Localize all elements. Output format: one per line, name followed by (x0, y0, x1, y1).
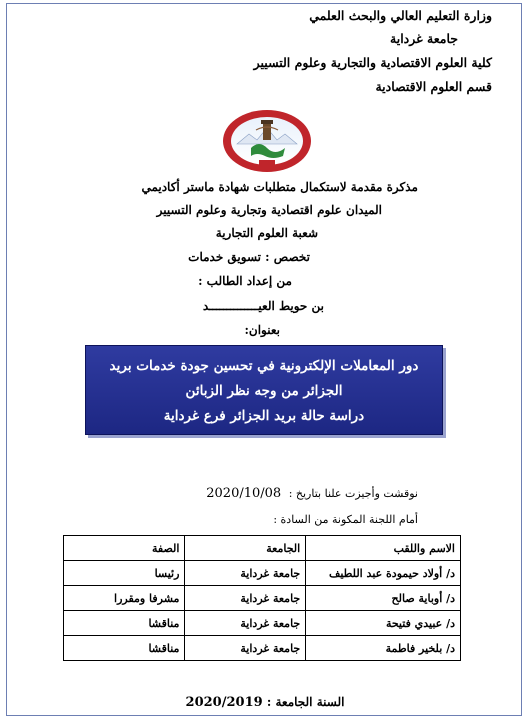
student-name: بن حويط العيــــــــــــــد (202, 299, 324, 313)
committee-label: أمام اللجنة المكونة من السادة : (273, 513, 418, 526)
header-name: الاسم واللقب (306, 536, 461, 561)
jury-member-university: جامعة غرداية (185, 586, 306, 611)
defense-label: نوقشت وأجيزت علنا بتاريخ : (288, 487, 418, 500)
academic-year (0, 695, 530, 710)
jury-member-university: جامعة غرداية (185, 611, 306, 636)
table-row (64, 561, 461, 586)
jury-member-university: جامعة غرداية (185, 561, 306, 586)
university-logo-icon (221, 108, 313, 174)
defense-date-line (206, 486, 418, 501)
jury-member-role: مناقشا (64, 636, 185, 661)
jury-member-role: مشرفا ومقررا (64, 586, 185, 611)
academic-year-value: 2020/2019 (185, 695, 263, 710)
thesis-purpose: مذكرة مقدمة لاستكمال متطلبات شهادة ماستر أكاديمي (141, 180, 418, 194)
header-role: الصفة (64, 536, 185, 561)
table-row (64, 611, 461, 636)
faculty-name: كلية العلوم الاقتصادية والتجارية وعلوم التسيير (253, 55, 492, 70)
header-university: الجامعة (185, 536, 306, 561)
thesis-field: الميدان علوم اقتصادية وتجارية وعلوم التسيير (156, 203, 382, 217)
table-row (64, 586, 461, 611)
defense-date: 2020/10/08 (206, 486, 282, 501)
thesis-title-line-1: دور المعاملات الإلكترونية في تحسين جودة خدمات بريد (109, 358, 419, 374)
thesis-branch: شعبة العلوم التجارية (215, 226, 318, 240)
jury-header-row (64, 536, 461, 561)
table-row (64, 636, 461, 661)
jury-member-university: جامعة غرداية (185, 636, 306, 661)
jury-table (63, 535, 461, 661)
jury-member-role: مناقشا (64, 611, 185, 636)
academic-year-label: السنة الجامعة : (266, 695, 345, 709)
ministry-name: وزارة التعليم العالي والبحث العلمي (309, 8, 492, 23)
jury-member-name: د/ عبيدي فتيحة (306, 611, 461, 636)
thesis-title-line-3: دراسة حالة بريد الجزائر فرع غرداية (163, 408, 365, 424)
thesis-specialty: تخصص : تسويق خدمات (188, 250, 310, 264)
jury-member-name: د/ أولاد حيمودة عبد اللطيف (306, 561, 461, 586)
thesis-title-line-2: الجزائر من وجه نظر الزبائن (185, 383, 343, 399)
prepared-by-label: من إعداد الطالب : (198, 274, 292, 288)
university-name: جامعة غرداية (390, 31, 458, 46)
jury-member-name: د/ بلخير فاطمة (306, 636, 461, 661)
title-label: بعنوان: (244, 323, 280, 337)
thesis-title-box (85, 345, 443, 435)
department-name: قسم العلوم الاقتصادية (375, 79, 492, 94)
jury-member-role: رئيسا (64, 561, 185, 586)
jury-member-name: د/ أوباية صالح (306, 586, 461, 611)
